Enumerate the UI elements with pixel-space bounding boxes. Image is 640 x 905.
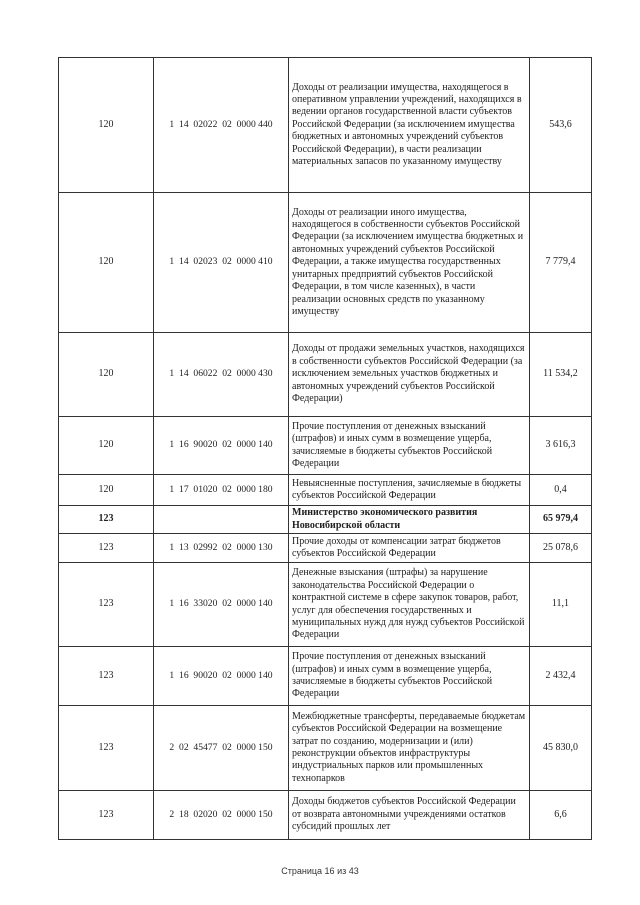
amount-cell: 11,1 (530, 563, 592, 647)
amount-cell: 65 979,4 (530, 506, 592, 534)
amount-cell: 45 830,0 (530, 706, 592, 791)
budget-code-cell: 1 16 90020 02 0000 140 (154, 647, 289, 706)
revenue-name-cell: Денежные взыскания (штрафы) за нарушение законодательства Российской Федерации о контрактной системе в сфере закупок товаров, работ, услуг для обеспечения государственных и муниципальных нужд для нужд субъектов Российской Федерации (289, 563, 530, 647)
budget-code-cell: 1 14 02022 02 0000 440 (154, 58, 289, 193)
budget-code-cell: 1 16 90020 02 0000 140 (154, 417, 289, 475)
amount-cell: 2 432,4 (530, 647, 592, 706)
admin-code-cell: 123 (59, 534, 154, 563)
revenue-name-cell: Прочие поступления от денежных взысканий (штрафов) и иных сумм в возмещение ущерба, зачисляемые в бюджеты субъектов Российской Федерации (289, 417, 530, 475)
admin-code-cell: 120 (59, 333, 154, 417)
admin-code-cell: 120 (59, 475, 154, 506)
revenue-name-cell: Невыясненные поступления, зачисляемые в бюджеты субъектов Российской Федерации (289, 475, 530, 506)
amount-cell: 6,6 (530, 791, 592, 840)
revenue-table-body (59, 58, 592, 840)
budget-code-cell: 2 18 02020 02 0000 150 (154, 791, 289, 840)
table-row (59, 563, 592, 647)
revenue-name-cell: Доходы от реализации имущества, находящегося в оперативном управлении учреждений, находящихся в ведении органов государственной власти субъектов Российской Федерации (за исключением имущества бюджетных и автономных учреждений субъектов Российской Федерации), в части реализации материальных запасов по указанному имуществу (289, 58, 530, 193)
admin-code-cell: 123 (59, 506, 154, 534)
budget-code-cell: 1 16 33020 02 0000 140 (154, 563, 289, 647)
table-row (59, 791, 592, 840)
table-row (59, 506, 592, 534)
revenue-name-cell: Прочие поступления от денежных взысканий (штрафов) и иных сумм в возмещение ущерба, зачисляемые в бюджеты субъектов Российской Федерации (289, 647, 530, 706)
table-row (59, 475, 592, 506)
admin-code-cell: 123 (59, 706, 154, 791)
table-row (59, 58, 592, 193)
amount-cell: 543,6 (530, 58, 592, 193)
admin-code-cell: 120 (59, 193, 154, 333)
revenue-name-cell: Доходы бюджетов субъектов Российской Федерации от возврата автономными учреждениями остатков субсидий прошлых лет (289, 791, 530, 840)
amount-cell: 7 779,4 (530, 193, 592, 333)
table-row (59, 333, 592, 417)
table-row (59, 647, 592, 706)
admin-code-cell: 120 (59, 58, 154, 193)
admin-code-cell: 123 (59, 791, 154, 840)
admin-code-cell: 120 (59, 417, 154, 475)
admin-code-cell: 123 (59, 647, 154, 706)
amount-cell: 0,4 (530, 475, 592, 506)
revenue-name-cell: Доходы от продажи земельных участков, находящихся в собственности субъектов Российской Федерации (за исключением земельных участков бюджетных и автономных учреждений субъектов Российской Федерации) (289, 333, 530, 417)
table-row (59, 193, 592, 333)
revenue-name-cell: Межбюджетные трансферты, передаваемые бюджетам субъектов Российской Федерации на возмещение затрат по созданию, модернизации и (или) реконструкции объектов инфраструктуры индустриальных парков или промышленных технопарков (289, 706, 530, 791)
revenue-name-cell: Доходы от реализации иного имущества, находящегося в собственности субъектов Российской Федерации (за исключением имущества бюджетных и автономных учреждений субъектов Российской Федерации, а также имущества государственных унитарных предприятий субъектов Российской Федерации, в том числе казенных), в части реализации основных средств по указанному имуществу (289, 193, 530, 333)
table-row (59, 417, 592, 475)
amount-cell: 25 078,6 (530, 534, 592, 563)
table-row (59, 706, 592, 791)
budget-code-cell: 2 02 45477 02 0000 150 (154, 706, 289, 791)
budget-code-cell: 1 14 06022 02 0000 430 (154, 333, 289, 417)
revenue-name-cell: Министерство экономического развития Новосибирской области (289, 506, 530, 534)
amount-cell: 3 616,3 (530, 417, 592, 475)
budget-code-cell: 1 13 02992 02 0000 130 (154, 534, 289, 563)
amount-cell: 11 534,2 (530, 333, 592, 417)
budget-code-cell: 1 14 02023 02 0000 410 (154, 193, 289, 333)
revenue-table (58, 57, 592, 840)
admin-code-cell: 123 (59, 563, 154, 647)
revenue-name-cell: Прочие доходы от компенсации затрат бюджетов субъектов Российской Федерации (289, 534, 530, 563)
table-row (59, 534, 592, 563)
budget-code-cell (154, 506, 289, 534)
page-number: Страница 16 из 43 (281, 866, 359, 876)
budget-code-cell: 1 17 01020 02 0000 180 (154, 475, 289, 506)
